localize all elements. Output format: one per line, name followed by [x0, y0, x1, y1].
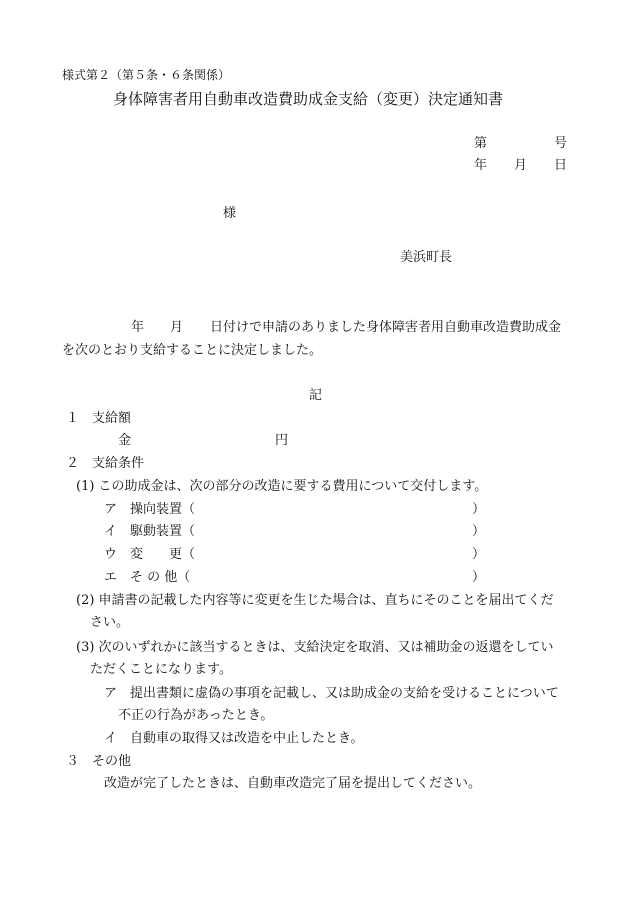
form-label: 様式第２（第５条・６条関係）	[62, 68, 231, 82]
condition-2-line2: さい。	[90, 615, 130, 630]
condition-1: (1) この助成金は、次の部分の改造に要する費用について交付します。	[76, 479, 488, 494]
section3-heading: ３ その他	[66, 754, 132, 769]
addressee-suffix: 様	[223, 206, 237, 221]
body-line1: 日付けで申請のありました身体障害者用自動車改造費助成金	[210, 320, 562, 335]
section1-heading: １ 支給額	[66, 411, 132, 426]
body-year: 年	[131, 320, 145, 335]
doc-number-suffix: 号	[554, 136, 568, 151]
item-close: ）	[472, 547, 486, 562]
body-line2: を次のとおり支給することに決定しました。	[62, 343, 323, 358]
item-label: ウ 変 更（	[104, 547, 196, 562]
item-close: ）	[472, 524, 486, 539]
item-close: ）	[472, 570, 486, 585]
item-close: ）	[472, 502, 486, 517]
document-title: 身体障害者用自動車改造費助成金支給（変更）決定通知書	[113, 90, 504, 108]
condition-3-line1: (3) 次のいずれかに該当するときは、支給決定を取消、又は補助金の返還をしてい	[76, 640, 554, 655]
issuer-name: 美浜町長	[400, 250, 453, 265]
item-label: イ 駆動装置（	[104, 524, 196, 539]
sub-item-a-line2: 不正の行為があったとき。	[118, 708, 274, 723]
sub-item-a-line1: ア 提出書類に虚偽の事項を記載し、又は助成金の支給を受けることについて	[104, 686, 559, 701]
date-day: 日	[554, 158, 568, 173]
condition-3-line2: ただくことになります。	[90, 662, 232, 677]
sub-item-i: イ 自動車の取得又は改造を中止したとき。	[104, 731, 364, 746]
body-month: 月	[170, 320, 184, 335]
section2-heading: ２ 支給条件	[66, 456, 145, 471]
amount-prefix: 金	[118, 433, 132, 448]
condition-2-line1: (2) 申請書の記載した内容等に変更を生じた場合は、直ちにそのことを届出てくだ	[76, 593, 554, 608]
section3-text: 改造が完了したときは、自動車改造完了届を提出してください。	[104, 776, 482, 791]
date-year: 年	[474, 158, 488, 173]
amount-unit: 円	[275, 433, 289, 448]
date-month: 月	[514, 158, 528, 173]
ki-heading: 記	[309, 388, 323, 403]
doc-number-prefix: 第	[474, 136, 488, 151]
item-label: ア 操向装置（	[104, 502, 196, 517]
item-label: エ そ の 他（	[104, 570, 191, 585]
